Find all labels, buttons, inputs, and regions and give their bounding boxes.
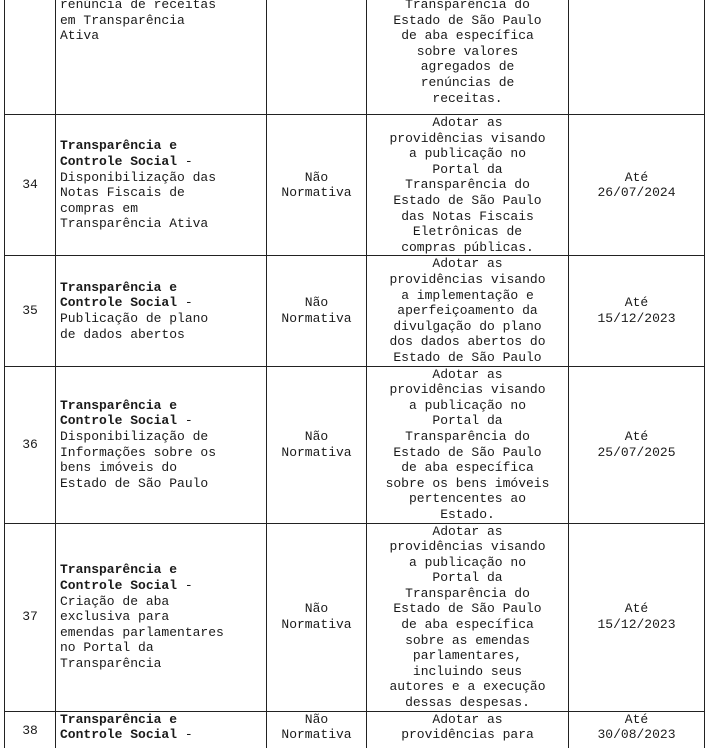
action-text-line: Adotar as xyxy=(432,711,503,727)
title-dash: - xyxy=(177,153,193,169)
title-heading-line: Transparência e xyxy=(60,711,178,727)
action-text-line: a implementação e xyxy=(401,287,534,303)
item-title-cell xyxy=(56,0,267,115)
item-deadline-cell xyxy=(569,0,705,115)
type-text-line: Não xyxy=(304,711,329,727)
title-text-line: Estado de São Paulo xyxy=(60,475,209,491)
item-title-cell xyxy=(56,523,267,711)
title-heading-last-line xyxy=(60,295,262,311)
type-text-line: Normativa xyxy=(281,310,352,326)
title-text-line: bens imóveis do xyxy=(60,460,178,476)
item-deadline-cell xyxy=(569,115,705,256)
deadline-text-line: 26/07/2024 xyxy=(597,185,676,201)
title-heading-last-line xyxy=(60,413,262,429)
item-number-cell xyxy=(5,366,56,523)
title-heading-line: Transparência e xyxy=(60,562,178,578)
title-heading-last-line xyxy=(60,578,262,594)
title-text-line: de dados abertos xyxy=(60,326,185,342)
title-text-line: compras em xyxy=(60,200,139,216)
action-text-line: aperfeiçoamento da xyxy=(397,303,538,319)
action-text-line: providências visando xyxy=(389,382,546,398)
title-text-line: em Transparência xyxy=(60,12,185,28)
action-text-line: a publicação no xyxy=(408,397,527,413)
deadline-text-line: Até xyxy=(624,601,649,617)
deadline-text-line: 15/12/2023 xyxy=(597,617,676,633)
item-number-cell xyxy=(5,256,56,366)
action-text-line: autores e a execução xyxy=(389,679,546,695)
action-text-line: a publicação no xyxy=(408,146,527,162)
item-number-cell xyxy=(5,115,56,256)
title-heading-line: Transparência e xyxy=(60,138,178,154)
item-number: 35 xyxy=(22,303,38,319)
title-dash: - xyxy=(177,295,193,311)
title-text-line: Ativa xyxy=(60,28,100,44)
type-text-line: Não xyxy=(304,601,329,617)
title-dash: - xyxy=(177,727,193,743)
actions-table xyxy=(4,0,705,748)
title-text-line: no Portal da xyxy=(60,640,154,656)
type-text-line: Normativa xyxy=(281,727,352,743)
type-text-line: Não xyxy=(304,295,329,311)
title-text-line: renúncia de receitas xyxy=(60,0,217,12)
action-text-line: sobre as emendas xyxy=(405,632,530,648)
title-text-line: Disponibilização de xyxy=(60,428,209,444)
item-deadline-cell xyxy=(569,711,705,748)
item-type-cell xyxy=(267,256,367,366)
action-text-line: parlamentares, xyxy=(412,648,523,664)
title-heading-line: Controle Social xyxy=(60,153,178,169)
title-dash: - xyxy=(177,578,193,594)
action-text-line: divulgação do plano xyxy=(393,318,542,334)
item-title-cell xyxy=(56,256,267,366)
item-number: 38 xyxy=(22,723,38,739)
item-action-cell xyxy=(367,523,569,711)
item-title-cell xyxy=(56,711,267,748)
action-text-line: Adotar as xyxy=(432,523,503,539)
item-type-cell xyxy=(267,523,367,711)
item-title-cell xyxy=(56,115,267,256)
action-text-line: providências visando xyxy=(389,271,546,287)
action-text-line: providências para xyxy=(401,727,534,743)
title-heading-last-line xyxy=(60,154,262,170)
item-action-cell xyxy=(367,115,569,256)
deadline-text-line: Até xyxy=(624,295,649,311)
action-text-line: sobre os bens imóveis xyxy=(385,475,550,491)
item-action-cell xyxy=(367,0,569,115)
table-row xyxy=(5,115,705,256)
item-action-cell xyxy=(367,366,569,523)
action-text-line: de aba específica xyxy=(401,460,534,476)
action-text-line: sobre valores xyxy=(416,43,519,59)
table-row xyxy=(5,0,705,115)
title-text-line: Criação de aba xyxy=(60,593,170,609)
action-text-line: Transparência do xyxy=(405,428,530,444)
item-type-cell xyxy=(267,711,367,748)
action-text-line: Estado de São Paulo xyxy=(393,192,542,208)
deadline-text-line: 15/12/2023 xyxy=(597,310,676,326)
action-text-line: receitas. xyxy=(432,90,503,106)
action-text-line: agregados de xyxy=(420,59,515,75)
action-text-line: renúncias de xyxy=(420,74,515,90)
title-heading-line: Controle Social xyxy=(60,295,178,311)
action-text-line: Estado de São Paulo xyxy=(393,12,542,28)
action-text-line: Adotar as xyxy=(432,115,503,130)
item-number-cell xyxy=(5,0,56,115)
item-number-cell xyxy=(5,523,56,711)
action-text-line: dessas despesas. xyxy=(405,695,530,711)
action-text-line: Portal da xyxy=(432,413,503,429)
action-text-line: Adotar as xyxy=(432,366,503,382)
action-text-line: Estado de São Paulo xyxy=(393,444,542,460)
actions-table-body xyxy=(5,0,705,748)
type-text-line: Normativa xyxy=(281,617,352,633)
action-text-line: Adotar as xyxy=(432,256,503,272)
item-deadline-cell xyxy=(569,256,705,366)
action-text-line: Estado de São Paulo xyxy=(393,601,542,617)
table-row xyxy=(5,711,705,748)
item-number: 36 xyxy=(22,436,38,452)
deadline-text-line: Até xyxy=(624,711,649,727)
title-heading-line: Transparência e xyxy=(60,279,178,295)
action-text-line: Eletrônicas de xyxy=(412,224,523,240)
title-text-line: Publicação de plano xyxy=(60,310,209,326)
action-text-line: providências visando xyxy=(389,539,546,555)
table-row xyxy=(5,366,705,523)
deadline-text-line: 30/08/2023 xyxy=(597,727,676,743)
deadline-text-line: Até xyxy=(624,169,649,185)
item-type-cell xyxy=(267,366,367,523)
action-text-line: das Notas Fiscais xyxy=(401,208,534,224)
item-deadline-cell xyxy=(569,366,705,523)
title-text-line: Transparência Ativa xyxy=(60,216,209,232)
action-text-line: Transparência do xyxy=(405,0,530,12)
item-action-cell xyxy=(367,711,569,748)
deadline-text-line: 25/07/2025 xyxy=(597,444,676,460)
title-text-line: emendas parlamentares xyxy=(60,624,224,640)
title-heading-line: Controle Social xyxy=(60,727,178,743)
item-deadline-cell xyxy=(569,523,705,711)
action-text-line: incluindo seus xyxy=(412,663,523,679)
action-text-line: dos dados abertos do xyxy=(389,334,546,350)
title-text-line: exclusiva para xyxy=(60,609,170,625)
deadline-text-line: Até xyxy=(624,428,649,444)
table-row xyxy=(5,256,705,366)
type-text-line: Normativa xyxy=(281,444,352,460)
title-text-line: Notas Fiscais de xyxy=(60,185,185,201)
item-action-cell xyxy=(367,256,569,366)
item-number-cell xyxy=(5,711,56,748)
title-text-line: Disponibilização das xyxy=(60,169,217,185)
item-number: 37 xyxy=(22,609,38,625)
action-text-line: Transparência do xyxy=(405,585,530,601)
title-heading-line: Controle Social xyxy=(60,578,178,594)
title-heading-last-line xyxy=(60,727,262,743)
action-text-line: Transparência do xyxy=(405,177,530,193)
item-number: 34 xyxy=(22,177,38,193)
item-type-cell xyxy=(267,0,367,115)
action-text-line: de aba específica xyxy=(401,28,534,44)
action-text-line: Portal da xyxy=(432,161,503,177)
title-dash: - xyxy=(177,413,193,429)
action-text-line: Estado de São Paulo xyxy=(393,349,542,365)
title-text-line: Transparência xyxy=(60,656,162,672)
type-text-line: Não xyxy=(304,428,329,444)
action-text-line: compras públicas. xyxy=(401,239,534,255)
title-heading-line: Controle Social xyxy=(60,413,178,429)
type-text-line: Normativa xyxy=(281,185,352,201)
item-type-cell xyxy=(267,115,367,256)
action-text-line: providências visando xyxy=(389,130,546,146)
item-title-cell xyxy=(56,366,267,523)
action-text-line: Estado. xyxy=(440,506,495,522)
title-heading-line: Transparência e xyxy=(60,397,178,413)
action-text-line: a publicação no xyxy=(408,554,527,570)
type-text-line: Não xyxy=(304,169,329,185)
action-text-line: Portal da xyxy=(432,570,503,586)
action-text-line: pertencentes ao xyxy=(408,491,527,507)
action-text-line: de aba específica xyxy=(401,617,534,633)
table-row xyxy=(5,523,705,711)
title-text-line: Informações sobre os xyxy=(60,444,217,460)
